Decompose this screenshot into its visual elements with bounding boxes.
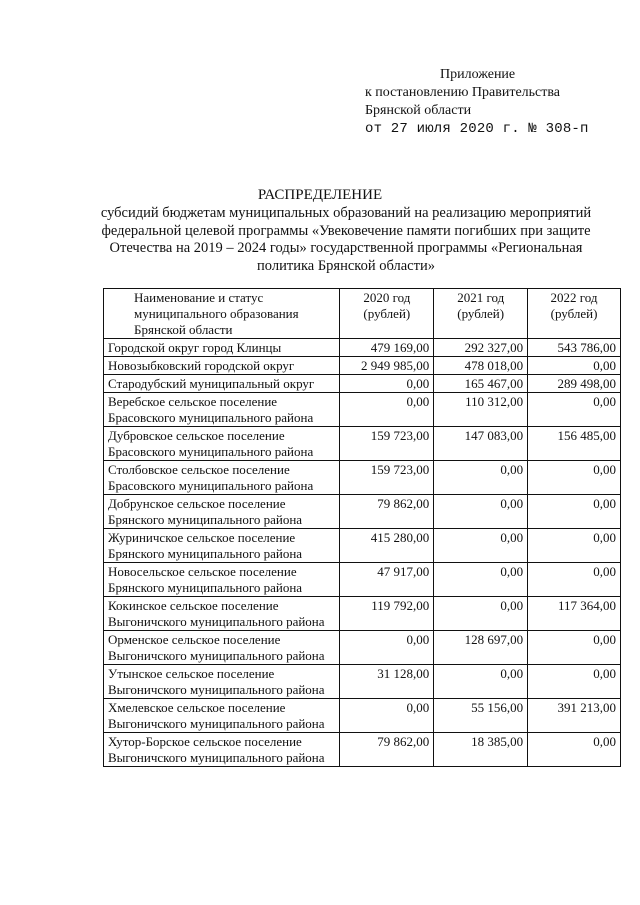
table-row bbox=[104, 495, 621, 529]
value-2022: 289 498,00 bbox=[528, 375, 621, 393]
table-row bbox=[104, 563, 621, 597]
value-2022: 0,00 bbox=[528, 733, 621, 767]
value-2022: 0,00 bbox=[528, 393, 621, 427]
document-subtitle: субсидий бюджетам муниципальных образований на реализацию мероприятий федеральной целевой программы «Увековечение памяти погибших при защите Отечества на 2019 – 2024 годы» государственной программы «Региональная политика Брянской области» bbox=[100, 205, 592, 274]
value-2020: 0,00 bbox=[340, 699, 434, 733]
appendix-heading: Приложение bbox=[440, 67, 516, 82]
municipality-name: Добрунское сельское поселение Брянского муниципального района bbox=[104, 495, 340, 529]
value-2022: 0,00 bbox=[528, 631, 621, 665]
municipality-name: Городской округ город Клинцы bbox=[104, 339, 340, 357]
table-header-row bbox=[104, 289, 621, 339]
value-2020: 47 917,00 bbox=[340, 563, 434, 597]
header-2022: 2022 год (рублей) bbox=[528, 289, 621, 339]
table-row bbox=[104, 597, 621, 631]
value-2022: 0,00 bbox=[528, 495, 621, 529]
value-2020: 415 280,00 bbox=[340, 529, 434, 563]
appendix-block bbox=[365, 66, 589, 138]
table-row bbox=[104, 665, 621, 699]
value-2021: 165 467,00 bbox=[434, 375, 528, 393]
value-2020: 79 862,00 bbox=[340, 733, 434, 767]
value-2022: 391 213,00 bbox=[528, 699, 621, 733]
value-2022: 0,00 bbox=[528, 529, 621, 563]
value-2021: 292 327,00 bbox=[434, 339, 528, 357]
municipality-name: Веребское сельское поселение Брасовского муниципального района bbox=[104, 393, 340, 427]
value-2022: 0,00 bbox=[528, 563, 621, 597]
municipality-name: Кокинское сельское поселение Выгоничского муниципального района bbox=[104, 597, 340, 631]
header-2021: 2021 год (рублей) bbox=[434, 289, 528, 339]
value-2022: 0,00 bbox=[528, 461, 621, 495]
value-2021: 128 697,00 bbox=[434, 631, 528, 665]
table-row bbox=[104, 375, 621, 393]
distribution-table bbox=[103, 288, 621, 767]
value-2021: 0,00 bbox=[434, 597, 528, 631]
table-row bbox=[104, 357, 621, 375]
value-2021: 0,00 bbox=[434, 495, 528, 529]
value-2020: 0,00 bbox=[340, 375, 434, 393]
municipality-name: Новосельское сельское поселение Брянского муниципального района bbox=[104, 563, 340, 597]
table-row bbox=[104, 461, 621, 495]
value-2020: 479 169,00 bbox=[340, 339, 434, 357]
municipality-name: Хутор-Борское сельское поселение Выгоничского муниципального района bbox=[104, 733, 340, 767]
table-row bbox=[104, 699, 621, 733]
header-name: Наименование и статус муниципального образования Брянской области bbox=[104, 289, 340, 339]
municipality-name: Утынское сельское поселение Выгоничского муниципального района bbox=[104, 665, 340, 699]
table-row bbox=[104, 631, 621, 665]
document-title: РАСПРЕДЕЛЕНИЕ bbox=[257, 187, 383, 203]
value-2022: 0,00 bbox=[528, 665, 621, 699]
municipality-name: Орменское сельское поселение Выгоничского муниципального района bbox=[104, 631, 340, 665]
value-2020: 0,00 bbox=[340, 393, 434, 427]
value-2020: 2 949 985,00 bbox=[340, 357, 434, 375]
value-2021: 110 312,00 bbox=[434, 393, 528, 427]
value-2021: 147 083,00 bbox=[434, 427, 528, 461]
value-2021: 55 156,00 bbox=[434, 699, 528, 733]
municipality-name: Журиничское сельское поселение Брянского муниципального района bbox=[104, 529, 340, 563]
value-2020: 31 128,00 bbox=[340, 665, 434, 699]
appendix-region-line: Брянской области bbox=[365, 103, 472, 118]
value-2020: 159 723,00 bbox=[340, 427, 434, 461]
header-2020: 2020 год (рублей) bbox=[340, 289, 434, 339]
value-2020: 119 792,00 bbox=[340, 597, 434, 631]
value-2021: 0,00 bbox=[434, 563, 528, 597]
table-row bbox=[104, 393, 621, 427]
table-row bbox=[104, 529, 621, 563]
table-row bbox=[104, 339, 621, 357]
appendix-date-number: от 27 июля 2020 г. № 308-п bbox=[365, 121, 589, 137]
value-2021: 0,00 bbox=[434, 529, 528, 563]
value-2021: 0,00 bbox=[434, 665, 528, 699]
value-2022: 0,00 bbox=[528, 357, 621, 375]
appendix-decree-line: к постановлению Правительства bbox=[365, 85, 561, 100]
municipality-name: Хмелевское сельское поселение Выгоничского муниципального района bbox=[104, 699, 340, 733]
value-2020: 0,00 bbox=[340, 631, 434, 665]
value-2022: 156 485,00 bbox=[528, 427, 621, 461]
value-2021: 478 018,00 bbox=[434, 357, 528, 375]
municipality-name: Столбовское сельское поселение Брасовского муниципального района bbox=[104, 461, 340, 495]
municipality-name: Новозыбковский городской округ bbox=[104, 357, 340, 375]
municipality-name: Стародубский муниципальный округ bbox=[104, 375, 340, 393]
value-2020: 79 862,00 bbox=[340, 495, 434, 529]
value-2021: 0,00 bbox=[434, 461, 528, 495]
value-2020: 159 723,00 bbox=[340, 461, 434, 495]
value-2022: 543 786,00 bbox=[528, 339, 621, 357]
value-2021: 18 385,00 bbox=[434, 733, 528, 767]
municipality-name: Дубровское сельское поселение Брасовского муниципального района bbox=[104, 427, 340, 461]
table-row bbox=[104, 427, 621, 461]
value-2022: 117 364,00 bbox=[528, 597, 621, 631]
table-row bbox=[104, 733, 621, 767]
